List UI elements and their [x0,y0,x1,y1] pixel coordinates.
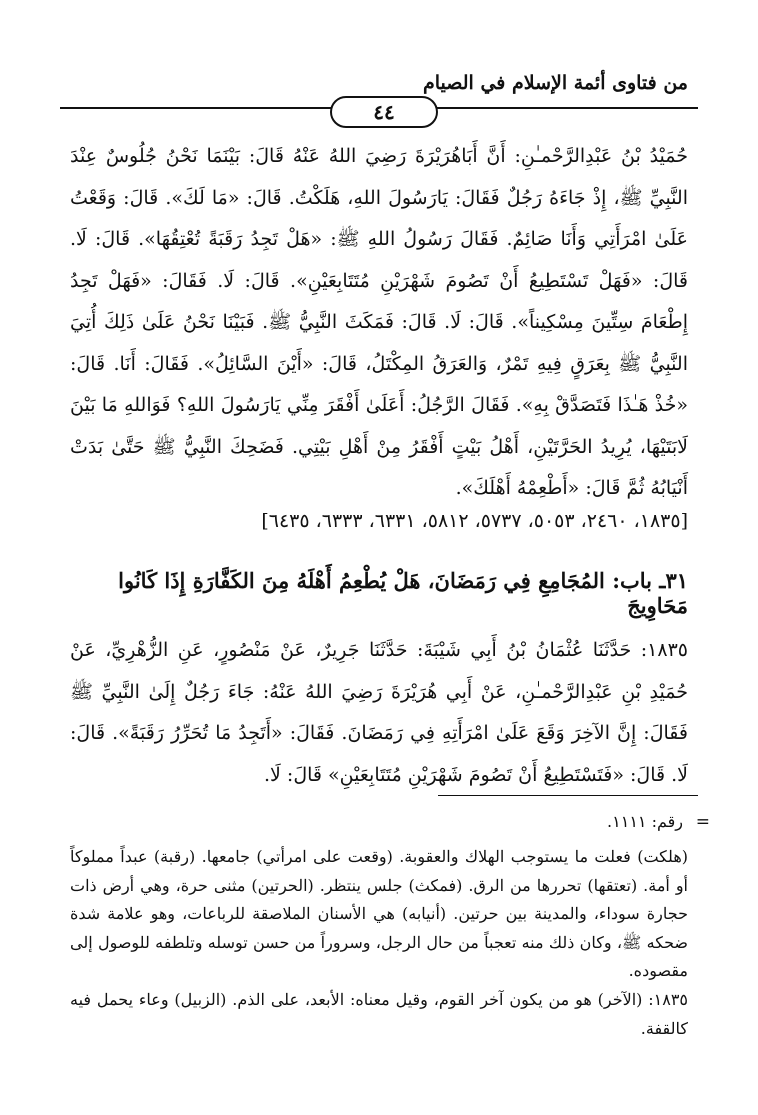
footnote-1835: ١٨٣٥: (الآخر) هو من يكون آخر القوم، وقيل معناه: الأبعد، على الذم. (الزبيل) وعاء يحمل فيه كالقفة. [70,990,688,1038]
footnote-continuation-mark: = [695,812,710,832]
hadith-paragraph: حُمَيْدُ بْنُ عَبْدِالرَّحْمـٰنِ: أَنَّ أَبَاهُرَيْرَةَ رَضِيَ اللهُ عَنْهُ قَالَ: بَيْنَمَا نَحْنُ جُلُوسٌ عِنْدَ النَّبِيِّ ﷺ، إِذْ جَاءَهُ رَجُلٌ فَقَالَ: يَارَسُولَ اللهِ، هَلَكْتُ. قَالَ: «مَا لَكَ». قَالَ: وَقَعْتُ عَلَىٰ امْرَأَتِي وَأَنَا صَائِمٌ. فَقَالَ رَسُولُ اللهِ ﷺ: «هَلْ تَجِدُ رَقَبَةً تُعْتِقُهَا». قَالَ: لَا. قَالَ: «فَهَلْ تَسْتَطِيعُ أَنْ تَصُومَ شَهْرَيْنِ مُتَتَابِعَيْنِ». قَالَ: لَا. فَقَالَ: «فَهَلْ تَجِدُ إِطْعَامَ سِتِّينَ مِسْكِيناً». قَالَ: لَا. قَالَ: فَمَكَثَ النَّبِيُّ ﷺ. فَبَيْنَا نَحْنُ عَلَىٰ ذَلِكَ أُتِيَ النَّبِيُّ ﷺ بِعَرَقٍ فِيهِ تَمْرٌ، وَالعَرَقُ المِكْتَلُ، قَالَ: «أَيْنَ السَّائِلُ». فَقَالَ: أَنَا. قَالَ: «خُذْ هَـٰذَا فَتَصَدَّقْ بِهِ». فَقَالَ الرَّجُلُ: أَعَلَىٰ أَفْقَرَ مِنِّي يَارَسُولَ اللهِ؟ فَوَاللهِ مَا بَيْنَ لَابَتَيْهَا، يُرِيدُ الحَرَّتَيْنِ، أَهْلُ بَيْتٍ أَفْقَرُ مِنْ أَهْلِ بَيْتِي. فَضَحِكَ النَّبِيُّ ﷺ حَتَّىٰ بَدَتْ أَنْيَابُهُ ثُمَّ قَالَ: «أَطْعِمْهُ أَهْلَكَ». [70,145,688,499]
footnote-number-label: رقم: ١١١١. [607,812,683,831]
cross-references: [١٨٣٥، ٢٤٦٠، ٥٠٥٣، ٥٧٣٧، ٥٨١٢، ٦٣٣١، ٦٣٣٣، ٦٤٣٥] [261,510,688,532]
hadith-paragraph-1835: ١٨٣٥: حَدَّثَنَا عُثْمَانُ بْنُ أَبِي شَيْبَةَ: حَدَّثَنَا جَرِيرٌ، عَنْ مَنْصُورٍ، عَنِ الزُّهْرِيِّ، عَنْ حُمَيْدِ بْنِ عَبْدِالرَّحْمـٰنِ، عَنْ أَبِي هُرَيْرَةَ رَضِيَ اللهُ عَنْهُ: جَاءَ رَجُلٌ إِلَىٰ النَّبِيِّ ﷺ فَقَالَ: إِنَّ الآخِرَ وَقَعَ عَلَىٰ امْرَأَتِهِ فِي رَمَضَانَ. فَقَالَ: «أَتَجِدُ مَا تُحَرِّرُ رَقَبَةً». قَالَ: لَا. قَالَ: «فَتَسْتَطِيعُ أَنْ تَصُومَ شَهْرَيْنِ مُتَتَابِعَيْنِ» قَالَ: لَا. [70,639,688,786]
footnote-glossary: (هلكت) فعلت ما يستوجب الهلاك والعقوبة. (وقعت على امرأتي) جامعها. (رقبة) عبداً مملوكاً أو أمة. (تعتقها) تحررها من الرق. (فمكث) جلس ينتظر. (الحرتين) مثنى حرة، وهي أرض ذات حجارة سوداء، والمدينة بين حرتين. (أنيابه) هي الأسنان الملاصقة للرباعات، وهو علامة شدة ضحكه ﷺ، وكان ذلك منه تعجباً من حال الرجل، وسروراً من حسن توسله وتلطفه للوصول إلى مقصوده. [70,847,689,980]
footnote-rule [438,795,698,796]
running-title: من فتاوى أئمة الإسلام في الصيام [423,72,688,94]
page-number: ٤٤ [330,96,438,128]
chapter-heading: ٣١ـ باب: المُجَامِعِ فِي رَمَضَانَ، هَلْ يُطْعِمُ أَهْلَهُ مِنَ الكَفَّارَةِ إِذَا كَانُوا مَحَاوِيجَ [118,568,688,618]
